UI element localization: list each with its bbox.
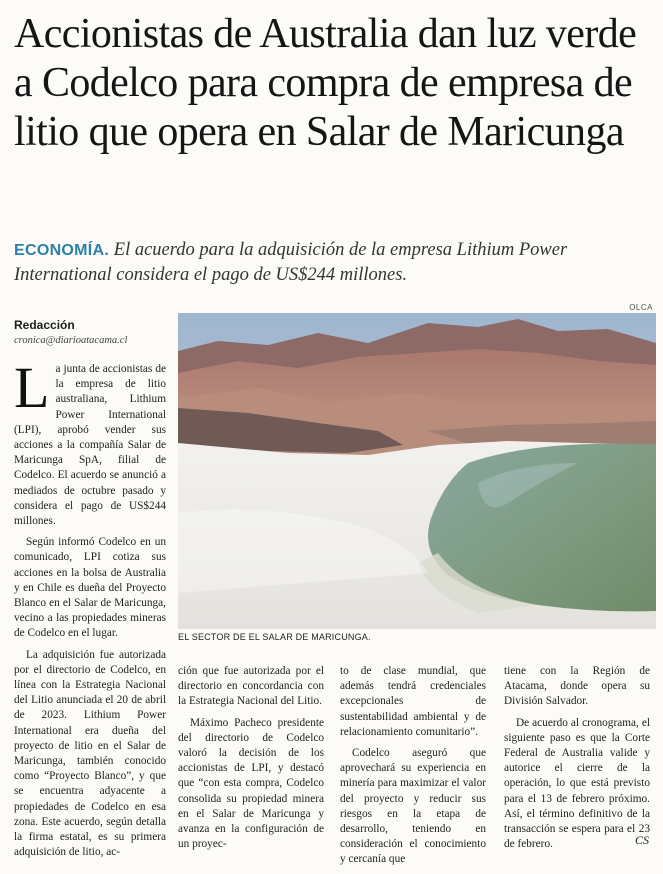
paragraph-text: a junta de accionistas de la empresa de litio australiana, Lithium Power International (LPI), aprobó vender sus acciones a la compañía Salar de Maricunga SpA, filial de Codelco. El acuerdo se anunció a mediados de octubre pasado y considera el pago de US$244 millones.: [14, 363, 166, 528]
byline-author: Redacción: [14, 318, 75, 332]
article-column-3: [340, 664, 486, 874]
photo-caption: EL SECTOR DE EL SALAR DE MARICUNGA.: [178, 632, 371, 642]
paragraph: La adquisición fue autorizada por el directorio de Codelco, en línea con la Estrategia Nacional del Litio anunciada el 20 de abril de 2023. Lithium Power International era dueña del proyecto de litio en el Salar de Maricunga, también conocido como “Proyecto Blanco”, y que se encuentra adyacente a propiedades de Codelco en esa zona. Este acuerdo, según detalla la firma estatal, es su primera adquisición de litio, ac-: [14, 648, 166, 859]
paragraph: Según informó Codelco en un comunicado, LPI cotiza sus acciones en la bolsa de Australia y en Chile es dueña del Proyecto Blanco en el Salar de Maricunga, vecino a las propiedades mineras de Codelco en el lugar.: [14, 536, 166, 640]
photo-credit: OLCA: [629, 303, 653, 312]
deck-text: El acuerdo para la adquisición de la empresa Lithium Power International considera el pago de US$244 millones.: [14, 240, 568, 285]
paragraph: De acuerdo al cronograma, el siguiente paso es que la Corte Federal de Australia valide y autorice el cierre de la operación, lo que está previsto para el 13 de febrero próximo. Así, el término definitivo de la transacción se espera para el 23 de febrero.: [504, 716, 650, 851]
section-label: ECONOMÍA.: [14, 242, 110, 259]
end-mark: CS: [634, 833, 649, 847]
paragraph: tiene con la Región de Atacama, donde opera su División Salvador.: [504, 665, 650, 708]
byline-email: cronica@diarioatacama.cl: [14, 335, 128, 346]
salar-landscape-image: [178, 313, 656, 629]
deck: [14, 238, 654, 287]
dropcap: L: [14, 355, 50, 420]
paragraph: [14, 355, 166, 529]
paragraph: ción que fue autorizada por el directorio en concordancia con la Estrategia Nacional del Litio.: [178, 665, 324, 708]
paragraph: to de clase mundial, que además tendrá credenciales excepcionales de sustentabilidad ambiental y de relacionamiento comunitario”.: [340, 665, 486, 738]
article-column-4: [504, 664, 650, 858]
salar-photo: [178, 313, 656, 629]
byline: [14, 318, 174, 346]
paragraph: Codelco aseguró que aprovechará su experiencia en minería para maximizar el valor del proyecto y reducir sus riesgos en la etapa de desarrollo, teniendo en consideración el conocimiento y cercanía que: [340, 747, 486, 866]
paragraph: Máximo Pacheco presidente del directorio de Codelco valoró la decisión de los accionistas de LPI, y destacó que “con esta compra, Codelco consolida su propiedad minera en el Salar de Maricunga y avanza en la configuración de un proyec-: [178, 716, 324, 851]
article-column-1: [14, 355, 166, 867]
article-column-2: [178, 664, 324, 858]
headline: Accionistas de Australia dan luz verde a Codelco para compra de empresa de litio que opera en Salar de Maricunga: [14, 11, 637, 155]
